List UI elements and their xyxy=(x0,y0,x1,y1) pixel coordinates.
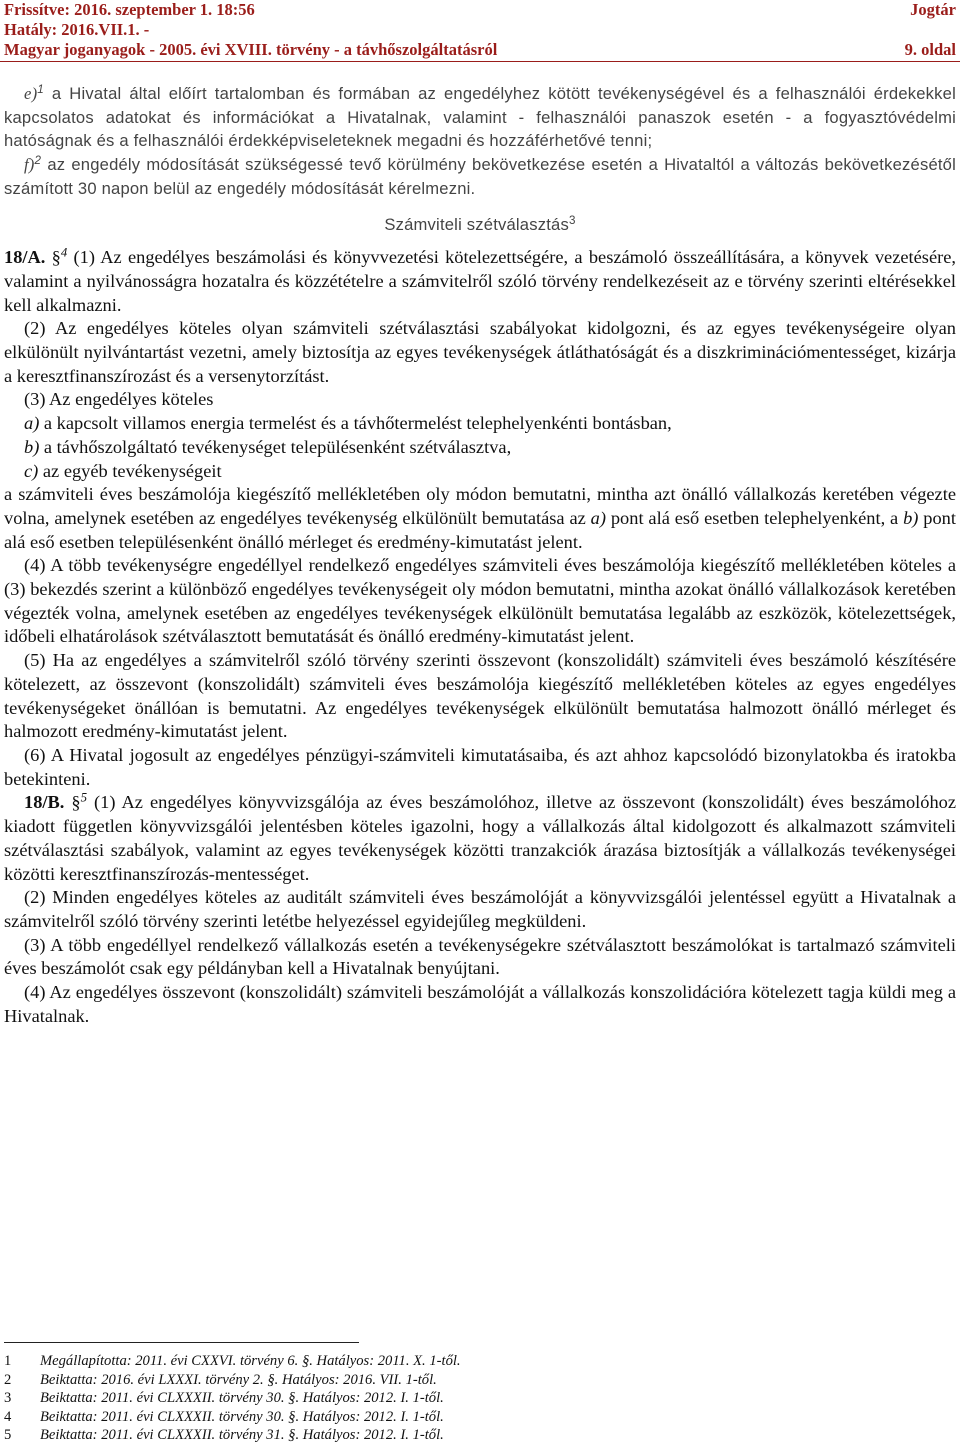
s18a-p3: (3) Az engedélyes köteles xyxy=(24,389,214,410)
footnote-ref-2[interactable]: 2 xyxy=(34,154,42,168)
footnote-ref-1[interactable]: 1 xyxy=(37,83,44,97)
updated-timestamp: Frissítve: 2016. szeptember 1. 18:56 xyxy=(4,0,255,19)
page-number: 9. oldal xyxy=(904,40,956,59)
s18b-p1: 18/B. §$^5$ (1) Az engedélyes könyvvizsgálója az éves beszámolóhoz, illetve az összevont (konszolidált) éves beszámolóhoz kiadott független könyvvizsgálói jelentésben köteles igazolni, hogy a vállalkozás által kidolgozott és alkalmazott számviteli szétválasztási szabályok, valamint az egyes tevékenységek közötti tranzakciók árazása biztosítják a vállalkozás tevékenységei közötti keresztfinanszírozás-mentességet. xyxy=(4,790,956,884)
validity-date: Hatály: 2016.VII.1. - xyxy=(4,20,150,39)
item-e-text: a Hivatal által előírt tartalomban és formában az engedélyhez kötött tevékenységével és a felhasználói érdekekkel kapcsolatos adatokat és információkat a Hivatalnak, valamint - felhasználói panaszok esetén - a fogyasztóvédelmi hatóságnak és a felhasználói érdekképviseleteknek megadni és hozzáférhetővé tenni; xyxy=(4,84,956,151)
s18b-sign: § xyxy=(64,792,81,813)
s18a-p3-tail: a számviteli éves beszámolója kiegészítő mellékletében oly módon bemutatni, mintha azt önálló vállalkozás keretében végezte volna, amelynek esetében az engedélyes tevékenység elkülönült bemutatása az a) pont alá eső esetben telephelyenként, a b) pont alá eső esetben településenként önálló mérleget és eredmény-kimutatást jelent. xyxy=(4,484,956,552)
item-f-label: f) xyxy=(24,155,35,175)
s18b-p3: (3) A több engedéllyel rendelkező vállalkozás esetén a tevékenységekre szétválasztott beszámolókat is tartalmazó számviteli éves beszámolót csak egy példányban kell a Hivatalnak benyújtani. xyxy=(4,934,956,979)
footnotes xyxy=(4,1352,604,1445)
s18b-label: 18/B. xyxy=(24,792,65,813)
page-header xyxy=(4,0,956,60)
item-f xyxy=(4,153,956,200)
s18a-p3a: a) a kapcsolt villamos energia termelést és a távhőtermelést telephelyenkénti bontásban, xyxy=(24,413,672,434)
footnote-divider xyxy=(4,1342,359,1343)
item-f-text: az engedély módosítását szükségessé tevő körülmény bekövetkezése esetén a Hivataltól a változás bekövetkezésétől számított 30 napon belül az engedély módosítását kérelmezni. xyxy=(4,155,956,198)
s18a-p1: 18/A. §$^4$ (1) Az engedélyes beszámolási és könyvvezetési kötelezettségére, a beszámoló összeállítására, a könyvek vezetésére, valamint a nyilvánosságra hozatalra és közzétételre a számvitelről szóló törvény rendelkezéseit az e törvény szerinti eltérésekkel kell alkalmazni. xyxy=(4,245,957,315)
brand-name: Jogtár xyxy=(910,0,956,19)
footnote-item: 4 Beiktatta: 2011. évi CLXXXII. törvény 30. §. Hatályos: 2012. I. 1-től. xyxy=(4,1408,444,1425)
s18a-p6: (6) A Hivatal jogosult az engedélyes pénzügyi-számviteli kimutatásaiba, és azt ahhoz kapcsolódó bizonylatokba és iratokba betekinteni. xyxy=(4,744,956,789)
s18a-p4: (4) A több tevékenységre engedéllyel rendelkező engedélyes számviteli éves beszámolója kiegészítő mellékletében köteles a (3) bekezdés szerint a különböző engedélyes tevékenységeit oly módon bemutatni, mintha azokat önálló vállalkozások keretében végezték volna, amelynek esetében az engedélyes tevékenységek elkülönült bemutatása legalább az eszközök, kötelezettségek, időbeli elhatárolások szétválasztott bemutatását és önálló eredmény-kimutatást jelent. xyxy=(4,555,956,647)
s18a-sign: § xyxy=(45,247,61,268)
header-divider xyxy=(0,61,960,62)
footnote-item: 1 Megállapította: 2011. évi CXXVI. törvény 6. §. Hatályos: 2011. X. 1-től. xyxy=(4,1353,461,1369)
item-e xyxy=(4,82,956,153)
s18a-p2: (2) Az engedélyes köteles olyan számviteli szétválasztási szabályokat kidolgozni, és az egyes tevékenységeire olyan elkülönült nyilvántartást vezetni, amely biztosítja az egyes tevékenységek átláthatóságát és a diszkriminációmentességet, kizárja a keresztfinanszírozást és a versenytorzítást. xyxy=(4,318,956,386)
s18b-p2: (2) Minden engedélyes köteles az auditált számviteli éves beszámolóját a könyvvizsgálói jelentéssel együtt a Hivatalnak a számvitelről szóló törvény szerinti letétbe helyezéssel egyidejűleg megküldeni. xyxy=(4,887,956,931)
footnote-item: 3 Beiktatta: 2011. évi CLXXXII. törvény 30. §. Hatályos: 2012. I. 1-től. xyxy=(4,1390,444,1407)
footnote-ref-3[interactable]: 3 xyxy=(568,213,576,227)
footnote-ref-4[interactable]: 4 xyxy=(60,245,68,260)
s18a-label: 18/A. xyxy=(4,247,46,268)
footnote-item: 5 Beiktatta: 2011. évi CLXXXII. törvény 31. §. Hatályos: 2012. I. 1-től. xyxy=(4,1427,444,1444)
s18a-p3b: b) a távhőszolgáltató tevékenységet településenként szétválasztva, xyxy=(24,436,512,457)
document-body xyxy=(4,82,956,1028)
item-e-label: e) xyxy=(24,84,38,103)
s18a-p5: (5) Ha az engedélyes a számvitelről szóló törvény szerinti összevont (konszolidált) számviteli éves beszámoló készítésére kötelezett, az összevont (konszolidált) számviteli éves beszámolója kiegészítő mellékletében köteles az egyes engedélyes tevékenységeket önállóan is bemutatni. Az engedélyes tevékenységek elkülönült bemutatása halmozott önálló mérleget és halmozott eredmény-kimutatást jelent. xyxy=(4,650,956,742)
law-title: Magyar joganyagok - 2005. évi XVIII. törvény - a távhőszolgáltatásról xyxy=(4,40,498,59)
footnote-item: 2 Beiktatta: 2016. évi LXXXI. törvény 2. §. Hatályos: 2016. VII. 1-től. xyxy=(4,1371,437,1388)
footnote-ref-5[interactable]: 5 xyxy=(80,790,88,805)
s18a-p3c: c) az egyéb tevékenységeit xyxy=(24,460,222,481)
section-title: Számviteli szétválasztás$^3$ xyxy=(384,213,576,234)
s18b-p4: (4) Az engedélyes összevont (konszolidált) számviteli beszámolóját a vállalkozás konszolidációra kötelezett tagja küldi meg a Hivatalnak. xyxy=(4,982,956,1026)
